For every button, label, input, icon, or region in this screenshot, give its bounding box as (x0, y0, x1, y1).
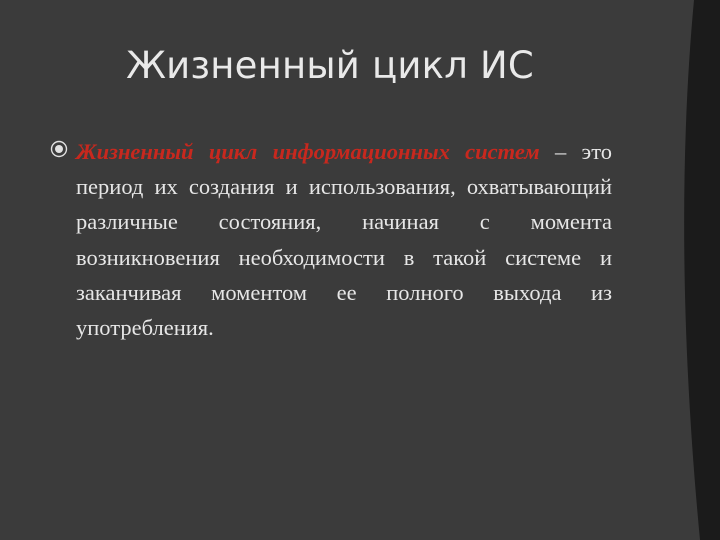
definition-body: – это период их создания и использования, охватывающий различные состояния, начиная с момента возникновения необходимости в такой системе и заканчивая моментом ее полного выхода из употребления. (76, 139, 612, 341)
circled-dot-icon (50, 140, 68, 158)
definition-term: Жизненный цикл информационных систем (76, 139, 540, 164)
bullet-text (76, 134, 612, 345)
slide-title: Жизненный цикл ИС (126, 44, 534, 87)
